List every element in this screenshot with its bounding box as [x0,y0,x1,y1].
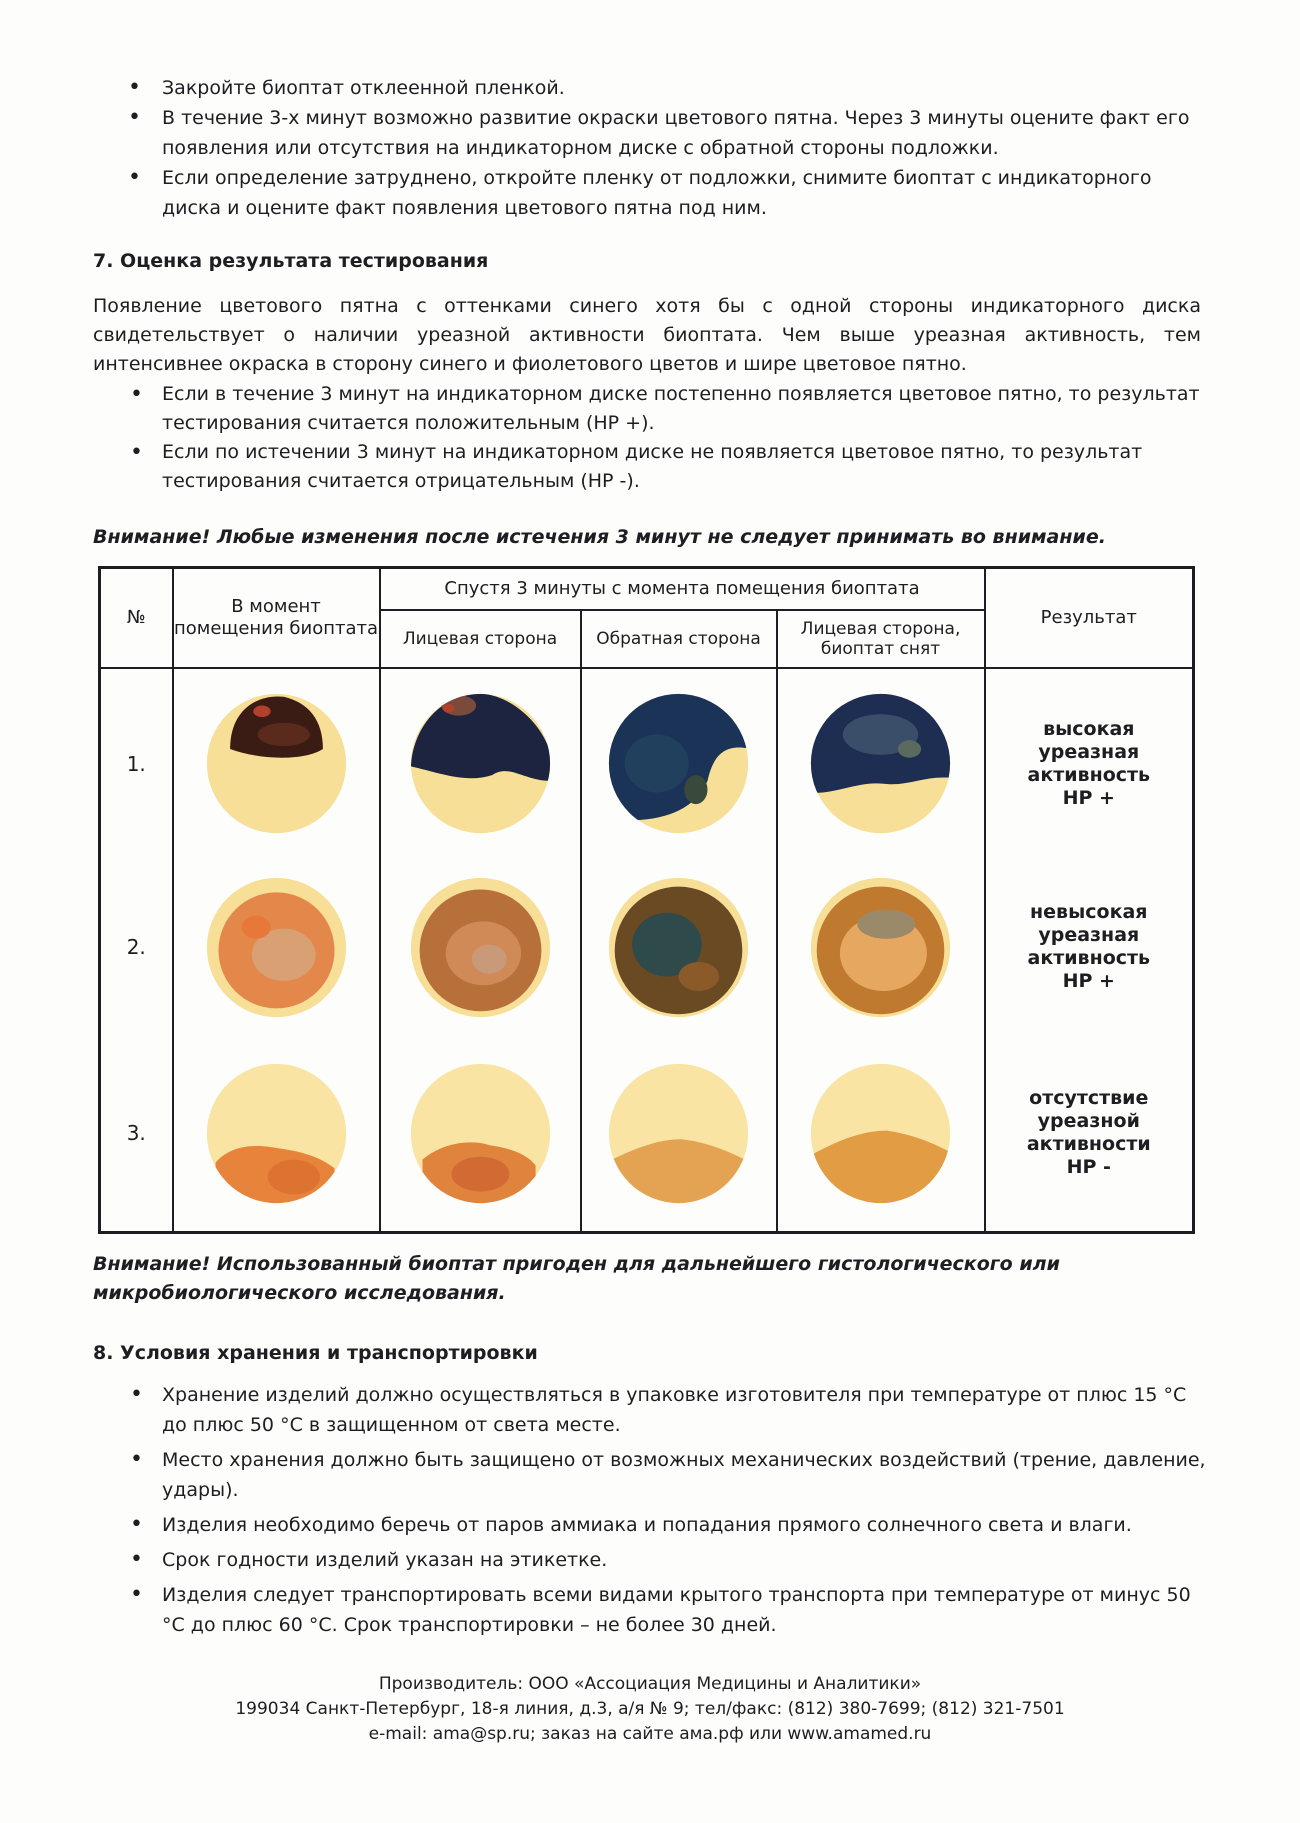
disc-cell [173,1035,380,1232]
list-item: • Закройте биоптат отклеенной пленкой. [128,73,1208,103]
indicator-disc-image [204,875,349,1020]
instructions-list [128,73,1208,223]
indicator-disc-image [408,1061,553,1206]
result-line: высокая [1043,717,1135,740]
row-number: 1. [100,668,173,860]
disc-cell [380,859,581,1035]
footer-manufacturer: Производитель: ООО «Ассоциация Медицины и Аналитики» [378,1674,922,1694]
footer-contacts: e-mail: ama@sp.ru; заказ на сайте ама.рф или www.amamed.ru [368,1724,932,1744]
list-item: • Хранение изделий должно осуществляться в упаковке изготовителя при температуре от плюс 15 °С до плюс 50 °С в защищенном от света месте. [130,1380,1210,1440]
row-number: 3. [100,1035,173,1232]
list-item: • Изделия необходимо беречь от паров аммиака и попадания прямого солнечного света и влаги. [130,1510,1210,1540]
result-line: отсутствие [1029,1087,1149,1110]
disc-cell [173,859,380,1035]
result-line: активность [1027,947,1151,970]
table-row [100,668,1194,860]
manufacturer-footer [0,1672,1300,1747]
indicator-disc-image [606,691,751,836]
result-line: уреазной [1037,1110,1140,1133]
disc-cell [777,668,985,860]
list-item: • Срок годности изделий указан на этикетке. [130,1545,1210,1575]
result-line: невысокая [1030,901,1148,924]
results-table [98,566,1195,1234]
indicator-disc-image [408,875,553,1020]
table-row [100,859,1194,1035]
result-cell [985,668,1194,860]
indicator-disc-image [204,691,349,836]
header-result: Результат [985,568,1194,668]
result-line: НР - [1066,1156,1111,1179]
header-front-removed: Лицевая сторона, биоптат снят [777,610,985,668]
disc-cell [581,859,777,1035]
storage-conditions-list [130,1380,1210,1645]
result-line: уреазная [1038,924,1140,947]
header-after-3-min: Спустя 3 минуты с момента помещения биоптата [380,568,985,610]
disc-cell [581,1035,777,1232]
header-number: № [100,568,173,668]
result-line: НР + [1062,970,1115,993]
list-item: • Если по истечении 3 минут на индикаторном диске не появляется цветовое пятно, то результат тестирования считается отрицательным (НР -). [130,438,1210,496]
result-cell [985,1035,1194,1232]
indicator-disc-image [606,1061,751,1206]
result-line: уреазная [1038,740,1140,763]
indicator-disc-image [606,875,751,1020]
disc-cell [777,1035,985,1232]
result-line: активность [1027,763,1151,786]
warning-note: Внимание! Любые изменения после истечения 3 минут не следует принимать во внимание. [93,526,1106,548]
disc-cell [380,1035,581,1232]
list-item: • Если в течение 3 минут на индикаторном диске постепенно появляется цветовое пятно, то результат тестирования считается положительным (НР +). [130,380,1210,438]
disc-cell [581,668,777,860]
section-7-paragraph: Появление цветового пятна с оттенками синего хотя бы с одной стороны индикаторного диска свидетельствует о наличии уреазной активности биоптата. Чем выше уреазная активность, тем интенсивнее окраска в сторону синего и фиолетового цветов и шире цветовое пятно. [93,295,1201,375]
indicator-disc-image [808,1061,953,1206]
list-item: • Место хранения должно быть защищено от возможных механических воздействий (трение, давление, удары). [130,1445,1210,1505]
result-line: активности [1026,1133,1151,1156]
section-7-heading: 7. Оценка результата тестирования [93,250,489,272]
result-cell [985,859,1194,1035]
header-moment: В момент помещения биоптата [173,568,380,668]
disc-cell [777,859,985,1035]
row-number: 2. [100,859,173,1035]
header-back-side: Обратная сторона [581,610,777,668]
list-item: • Изделия следует транспортировать всеми видами крытого транспорта при температуре от минус 50 °С до плюс 60 °С. Срок транспортировки – не более 30 дней. [130,1580,1210,1640]
indicator-disc-image [808,691,953,836]
header-front-side: Лицевая сторона [380,610,581,668]
result-line: НР + [1062,786,1115,809]
disc-cell [173,668,380,860]
footer-address: 199034 Санкт-Петербург, 18-я линия, д.3, а/я № 9; тел/факс: (812) 380-7699; (812) 321-7501 [235,1699,1065,1719]
biopsy-warning-note: Внимание! Использованный биоптат пригоден для дальнейшего гистологического или микробиологического исследования. [93,1253,1060,1304]
indicator-disc-image [808,875,953,1020]
table-row [100,1035,1194,1232]
section-8-heading: 8. Условия хранения и транспортировки [93,1342,538,1364]
list-item: • Если определение затруднено, откройте пленку от подложки, снимите биоптат с индикаторного диска и оцените факт появления цветового пятна под ним. [128,163,1208,223]
indicator-disc-image [408,691,553,836]
disc-cell [380,668,581,860]
indicator-disc-image [204,1061,349,1206]
list-item: • В течение 3-х минут возможно развитие окраски цветового пятна. Через 3 минуты оцените факт его появления или отсутствия на индикаторном диске с обратной стороны подложки. [128,103,1208,163]
result-criteria-list [130,380,1210,496]
